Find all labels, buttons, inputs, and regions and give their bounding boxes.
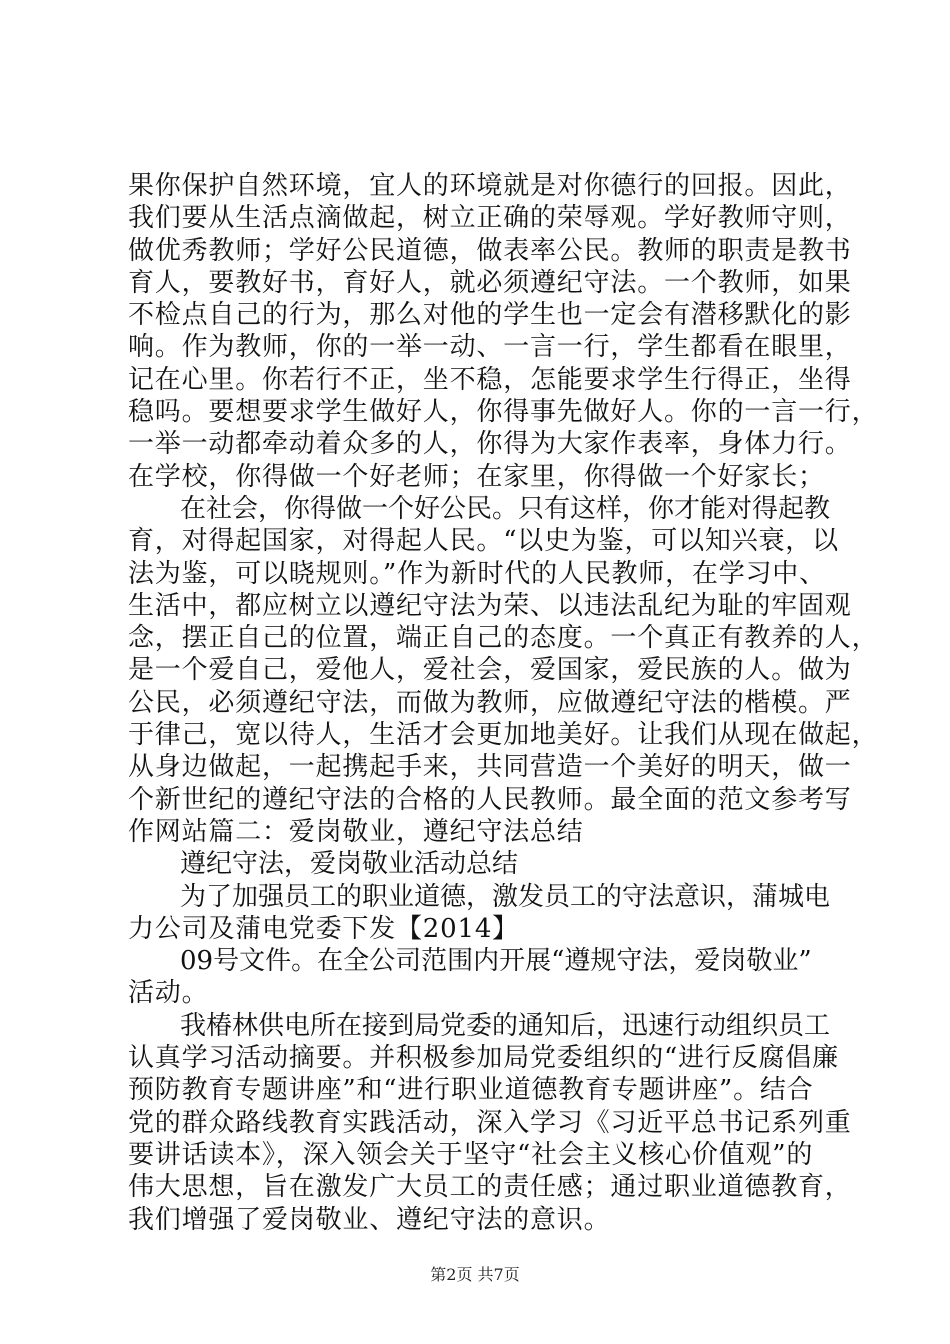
text-line: 一举一动都牵动着众多的人，你得为大家作表率，身体力行。 <box>128 429 852 460</box>
text-line: 念，摆正自己的位置，端正自己的态度。一个真正有教养的人， <box>128 623 879 654</box>
text-line: 为了加强员工的职业道德，激发员工的守法意识，蒲城电 <box>180 881 831 912</box>
text-line: 伟大思想，旨在激发广大员工的责任感；通过职业道德教育， <box>128 1172 852 1203</box>
document-body <box>128 170 879 1236</box>
text-line: 我们要从生活点滴做起，树立正确的荣辱观。学好教师守则， <box>128 203 852 234</box>
text-line: 党的群众路线教育实践活动，深入学习《习近平总书记系列重 <box>128 1107 852 1138</box>
text-line: 于律己，宽以待人，生活才会更加地美好。让我们从现在做起， <box>128 720 879 751</box>
text-line: 从身边做起，一起携起手来，共同营造一个美好的明天，做一 <box>128 752 852 783</box>
text-line: 在社会，你得做一个好公民。只有这样，你才能对得起教 <box>180 493 831 524</box>
text-line: 我椿林供电所在接到局党委的通知后，迅速行动组织员工 <box>180 1010 831 1041</box>
text-line: 09号文件。在全公司范围内开展“遵规守法，爱岗敬业” <box>180 946 812 977</box>
text-line: 记在心里。你若行不正，坐不稳，怎能要求学生行得正，坐得 <box>128 364 852 395</box>
text-line: 要讲话读本》，深入领会关于坚守“社会主义核心价值观”的 <box>128 1139 814 1170</box>
text-line: 作网站篇二：爱岗敬业，遵纪守法总结 <box>128 816 584 847</box>
text-line: 生活中，都应树立以遵纪守法为荣、以违法乱纪为耻的牢固观 <box>128 590 852 621</box>
text-line: 预防教育专题讲座”和“进行职业道德教育专题讲座”。结合 <box>128 1075 814 1106</box>
page-footer: 第2页 共7页 <box>430 1265 520 1284</box>
text-line: 力公司及蒲电党委下发【2014】 <box>128 913 519 944</box>
text-line: 育人，要教好书，育好人，就必须遵纪守法。一个教师，如果 <box>128 267 852 298</box>
text-line: 不检点自己的行为，那么对他的学生也一定会有潜移默化的影 <box>128 300 852 331</box>
text-line: 稳吗。要想要求学生做好人，你得事先做好人。你的一言一行， <box>128 397 879 428</box>
text-line: 响。作为教师，你的一举一动、一言一行，学生都看在眼里， <box>128 332 852 363</box>
text-line: 育，对得起国家，对得起人民。“以史为鉴，可以知兴衰，以 <box>128 526 839 557</box>
text-line: 是一个爱自己，爱他人，爱社会，爱国家，爱民族的人。做为 <box>128 655 852 686</box>
text-line: 做优秀教师；学好公民道德，做表率公民。教师的职责是教书 <box>128 235 852 266</box>
text-line: 活动。 <box>128 978 209 1009</box>
text-line: 遵纪守法，爱岗敬业活动总结 <box>180 849 519 880</box>
text-line: 我们增强了爱岗敬业、遵纪守法的意识。 <box>128 1204 611 1235</box>
text-line: 果你保护自然环境，宜人的环境就是对你德行的回报。因此， <box>128 171 852 201</box>
text-line: 法为鉴，可以晓规则。”作为新时代的人民教师，在学习中、 <box>128 558 826 589</box>
text-line: 认真学习活动摘要。并积极参加局党委组织的“进行反腐倡廉 <box>128 1043 839 1074</box>
text-line: 个新世纪的遵纪守法的合格的人民教师。最全面的范文参考写 <box>128 784 852 815</box>
text-line: 公民，必须遵纪守法，而做为教师，应做遵纪守法的楷模。严 <box>128 687 852 718</box>
text-line: 在学校，你得做一个好老师；在家里，你得做一个好家长； <box>128 461 825 492</box>
